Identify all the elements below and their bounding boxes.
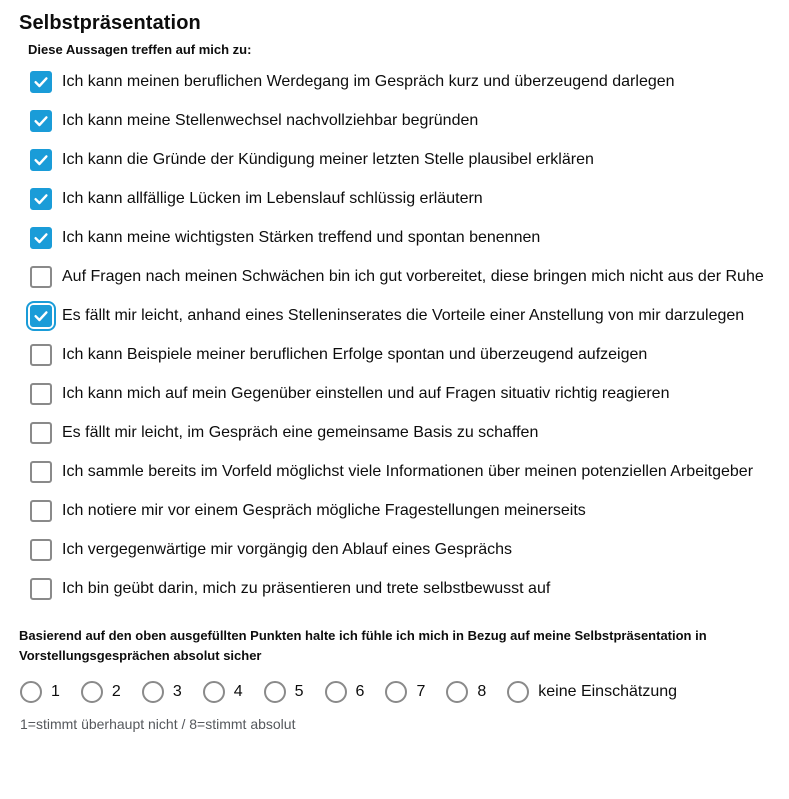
checklist-item[interactable] (30, 265, 771, 289)
checkmark-icon (32, 112, 50, 130)
checklist-item-label: Ich kann meinen beruflichen Werdegang im Gespräch kurz und überzeugend darlegen (62, 73, 675, 90)
rating-option-label: 7 (416, 683, 426, 700)
checkmark-icon (32, 190, 50, 208)
radio-icon[interactable] (325, 681, 347, 703)
rating-option-label: 5 (294, 683, 304, 700)
checkbox-box[interactable] (30, 227, 52, 249)
rating-legend: 1=stimmt überhaupt nicht / 8=stimmt absolut (20, 716, 296, 732)
rating-option-7[interactable] (385, 681, 425, 703)
rating-option-keine-einschaetzung-8[interactable] (446, 681, 486, 703)
rating-option-label: 1 (51, 683, 60, 700)
checklist-item[interactable] (30, 499, 771, 523)
checkbox-unchecked[interactable] (30, 539, 52, 561)
checkbox-box[interactable] (30, 539, 52, 561)
rating-section (18, 626, 771, 732)
checklist-item-label: Ich kann meine wichtigsten Stärken treffend und spontan benennen (62, 229, 541, 246)
rating-scale (20, 681, 771, 703)
rating-option-6[interactable] (325, 681, 365, 703)
rating-option-2[interactable] (81, 681, 121, 703)
radio-icon[interactable] (203, 681, 225, 703)
checkbox-checked[interactable] (30, 149, 52, 171)
checklist-item-label: Ich kann Beispiele meiner beruflichen Erfolge spontan und überzeugend aufzeigen (62, 346, 648, 363)
checkbox-checked[interactable] (30, 305, 52, 327)
rating-option-keine-einschaetzung[interactable] (507, 681, 677, 703)
checkbox-box[interactable] (30, 266, 52, 288)
checkbox-box[interactable] (30, 305, 52, 327)
radio-icon[interactable] (446, 681, 468, 703)
checklist-item[interactable] (30, 421, 771, 445)
checklist-item[interactable] (30, 187, 771, 211)
checklist-item-label: Ich kann mich auf mein Gegenüber einstellen und auf Fragen situativ richtig reagieren (62, 385, 670, 402)
checkbox-box[interactable] (30, 422, 52, 444)
checkbox-unchecked[interactable] (30, 578, 52, 600)
checklist-prompt: Diese Aussagen treffen auf mich zu: (28, 42, 252, 57)
checklist-item-label: Ich kann die Gründe der Kündigung meiner letzten Stelle plausibel erklären (62, 151, 594, 168)
rating-option-label: 6 (355, 683, 365, 700)
checklist-item[interactable] (30, 577, 771, 601)
checkbox-checked[interactable] (30, 71, 52, 93)
radio-icon[interactable] (385, 681, 407, 703)
checkbox-unchecked[interactable] (30, 461, 52, 483)
rating-option-label: 2 (111, 683, 121, 700)
rating-option-label: 3 (172, 683, 182, 700)
checkmark-icon (32, 151, 50, 169)
checkbox-box[interactable] (30, 383, 52, 405)
checklist-item[interactable] (30, 538, 771, 562)
checkmark-icon (32, 229, 50, 247)
checklist (30, 70, 771, 601)
checkmark-icon (32, 307, 50, 325)
checkbox-box[interactable] (30, 578, 52, 600)
radio-icon[interactable] (81, 681, 103, 703)
checkbox-unchecked[interactable] (30, 422, 52, 444)
checkbox-unchecked[interactable] (30, 500, 52, 522)
radio-icon[interactable] (507, 681, 529, 703)
checkbox-box[interactable] (30, 149, 52, 171)
rating-question: Basierend auf den oben ausgefüllten Punkten halte ich fühle ich mich in Bezug auf meine Selbstpräsentation in Vorstellungsgesprächen absolut sicher (19, 628, 707, 663)
checklist-item-label: Ich vergegenwärtige mir vorgängig den Ablauf eines Gesprächs (62, 541, 513, 558)
checklist-item-label: Es fällt mir leicht, anhand eines Stelleninserates die Vorteile einer Anstellung von mir darzulegen (62, 307, 745, 324)
rating-option-label: keine Einschätzung (538, 683, 678, 700)
checklist-item[interactable] (30, 226, 771, 250)
checkbox-box[interactable] (30, 461, 52, 483)
checklist-item-label: Ich sammle bereits im Vorfeld möglichst viele Informationen über meinen potenziellen Arbeitgeber (62, 463, 754, 480)
checklist-item[interactable] (30, 343, 771, 367)
checklist-item-label: Es fällt mir leicht, im Gespräch eine gemeinsame Basis zu schaffen (62, 424, 539, 441)
checklist-item[interactable] (30, 460, 771, 484)
checkmark-icon (32, 73, 50, 91)
checkbox-checked[interactable] (30, 188, 52, 210)
checkbox-unchecked[interactable] (30, 266, 52, 288)
checklist-item[interactable] (30, 304, 771, 328)
checklist-item-label: Ich kann meine Stellenwechsel nachvollziehbar begründen (62, 112, 479, 129)
radio-icon[interactable] (20, 681, 42, 703)
checkbox-box[interactable] (30, 500, 52, 522)
checklist-item[interactable] (30, 70, 771, 94)
rating-option-3[interactable] (142, 681, 182, 703)
checkbox-unchecked[interactable] (30, 344, 52, 366)
checklist-item-label: Ich kann allfällige Lücken im Lebenslauf schlüssig erläutern (62, 190, 483, 207)
rating-option-4[interactable] (203, 681, 243, 703)
checkbox-checked[interactable] (30, 110, 52, 132)
checklist-item[interactable] (30, 148, 771, 172)
rating-option-1[interactable] (20, 681, 60, 703)
checkbox-box[interactable] (30, 71, 52, 93)
checkbox-checked[interactable] (30, 227, 52, 249)
checkbox-unchecked[interactable] (30, 383, 52, 405)
radio-icon[interactable] (264, 681, 286, 703)
checklist-item-label: Auf Fragen nach meinen Schwächen bin ich gut vorbereitet, diese bringen mich nicht aus der Ruhe (62, 268, 764, 285)
checklist-item[interactable] (30, 109, 771, 133)
checkbox-box[interactable] (30, 344, 52, 366)
checkbox-box[interactable] (30, 188, 52, 210)
checklist-item-label: Ich notiere mir vor einem Gespräch mögliche Fragestellungen meinerseits (62, 502, 586, 519)
page-title: Selbstpräsentation (19, 12, 201, 34)
checklist-item-label: Ich bin geübt darin, mich zu präsentieren und trete selbstbewusst auf (62, 580, 551, 597)
checklist-item[interactable] (30, 382, 771, 406)
rating-option-5[interactable] (264, 681, 304, 703)
checkbox-box[interactable] (30, 110, 52, 132)
radio-icon[interactable] (142, 681, 164, 703)
rating-option-label: 8 (477, 683, 487, 700)
rating-option-label: 4 (233, 683, 243, 700)
